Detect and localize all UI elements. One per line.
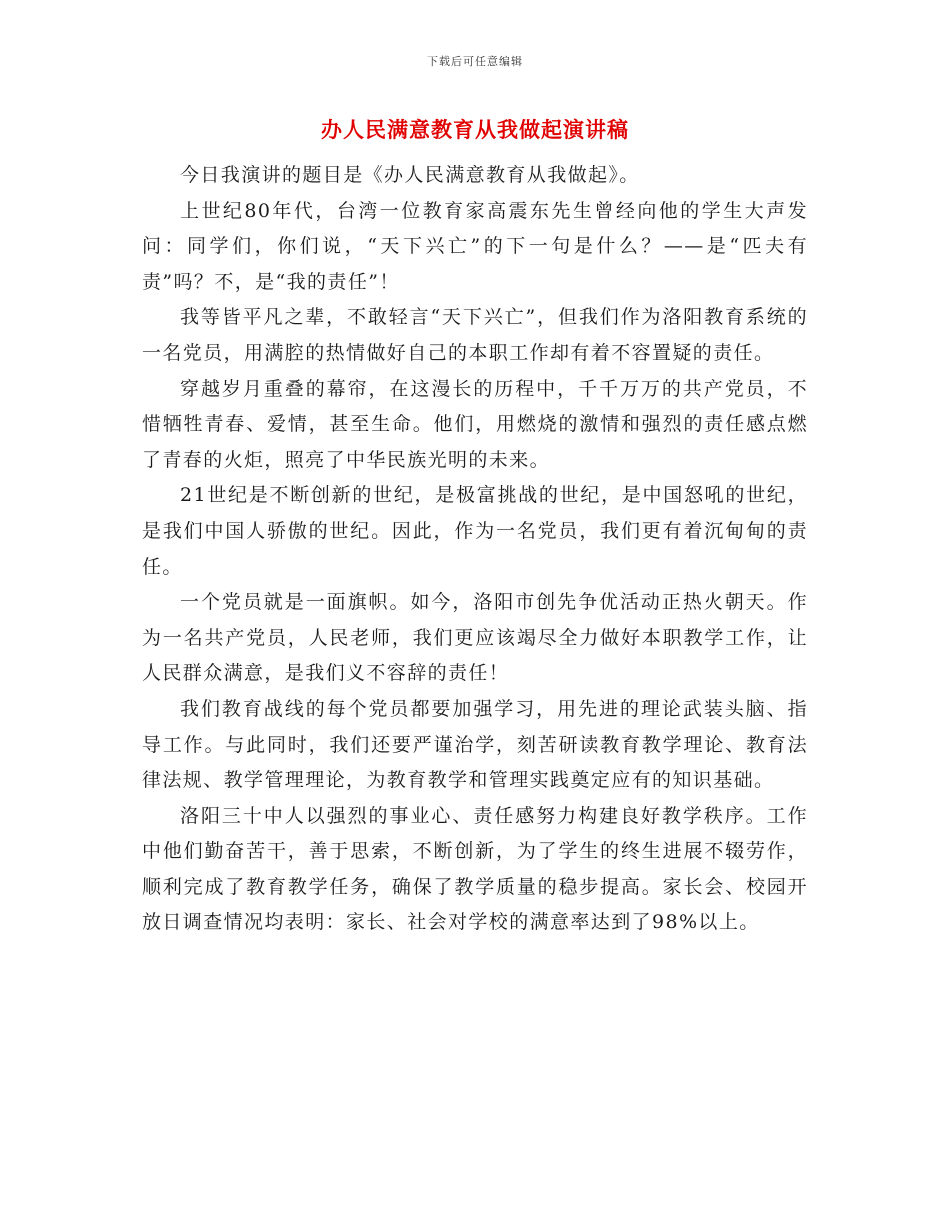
- paragraph-1: 今日我演讲的题目是《办人民满意教育从我做起》。: [180, 164, 640, 186]
- paragraph-4: 穿越岁月重叠的幕帘，在这漫长的历程中，千千万万的共产党员，不惜牺牲青春、爱情，甚至生命。他们，用燃烧的激情和强烈的责任感点燃了青春的火炬，照亮了中华民族光明的未来。: [142, 377, 808, 471]
- paragraph-2: 上世纪80年代，台湾一位教育家高震东先生曾经向他的学生大声发问：同学们，你们说，“天下兴亡”的下一句是什么？——是“匹夫有责”吗？不，是“我的责任”！: [142, 199, 808, 293]
- paragraph-7: 我们教育战线的每个党员都要加强学习，用先进的理论武装头脑、指导工作。与此同时，我们还要严谨治学，刻苦研读教育教学理论、教育法律法规、教学管理理论，为教育教学和管理实践奠定应有的知识基础。: [142, 697, 808, 792]
- document-title: 办人民满意教育从我做起演讲稿: [321, 118, 629, 142]
- header-note: 下载后可任意编辑: [427, 55, 523, 68]
- document-body: [142, 158, 808, 941]
- paragraph-6: 一个党员就是一面旗帜。如今，洛阳市创先争优活动正热火朝天。作为一名共产党员，人民老师，我们更应该竭尽全力做好本职教学工作，让人民群众满意，是我们义不容辞的责任！: [142, 591, 808, 685]
- paragraph-3: 我等皆平凡之辈，不敢轻言“天下兴亡”，但我们作为洛阳教育系统的一名党员，用满腔的热情做好自己的本职工作却有着不容置疑的责任。: [142, 306, 808, 364]
- paragraph-8: 洛阳三十中人以强烈的事业心、责任感努力构建良好教学秩序。工作中他们勤奋苦干，善于思索，不断创新，为了学生的终生进展不辍劳作，顺利完成了教育教学任务，确保了教学质量的稳步提高。家长会、校园开放日调查情况均表明：家长、社会对学校的满意率达到了98%以上。: [142, 804, 808, 934]
- paragraph-5: 21世纪是不断创新的世纪，是极富挑战的世纪，是中国怒吼的世纪，是我们中国人骄傲的世纪。因此，作为一名党员，我们更有着沉甸甸的责任。: [142, 484, 808, 578]
